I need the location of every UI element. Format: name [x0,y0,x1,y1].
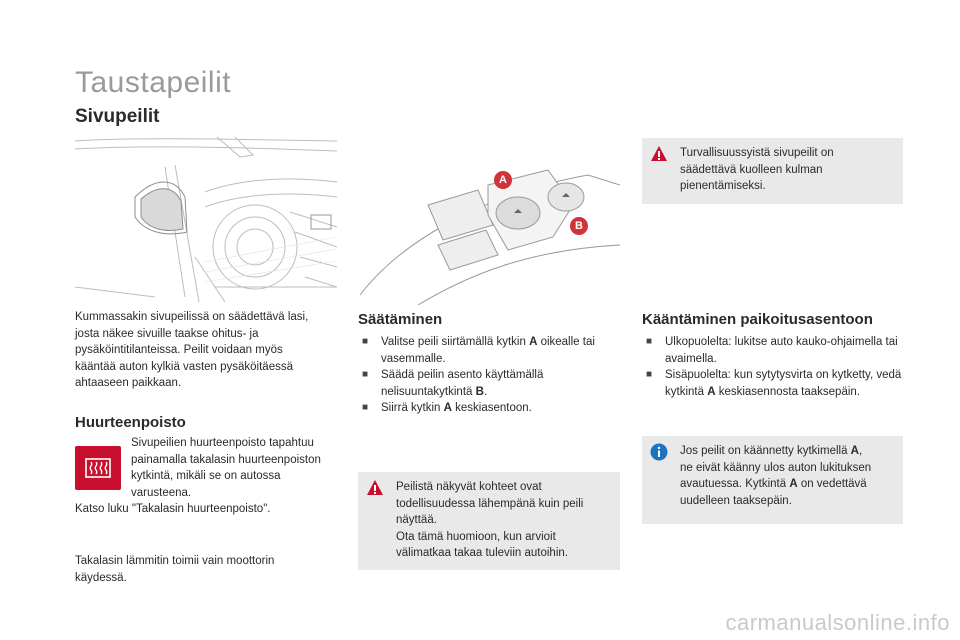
exclamation-icon [366,479,384,497]
label-b-text: B [575,220,583,232]
bullet-mark: ■ [362,369,369,380]
info-icon [650,443,668,461]
step-text: oikealle tai vasemmalle. [381,336,595,365]
switch-a-ref: A [443,402,452,414]
bullet-mark: ■ [362,402,369,413]
step-text: keskiasentoon. [451,402,532,414]
adjust-step [358,334,620,367]
section-title: Sivupeilit [75,106,160,127]
defrost-heading: Huurteenpoisto [75,414,186,431]
bullet-mark: ■ [646,336,653,347]
mirror-switch-illustration [358,155,620,305]
warning-line: Ota tämä huomioon, kun arvioit [396,530,556,543]
fold-info-text [680,443,893,509]
label-b-badge [570,217,588,235]
exclamation-icon [650,145,668,163]
defrost-line: kytkintä, mikäli se on autossa [131,470,281,482]
step-text: Ulkopuolelta: lukitse auto kauko-ohjaimella tai avaimella. [665,336,898,365]
warning-line: näyttää. [396,514,437,526]
adjust-heading: Säätäminen [358,311,443,328]
mirror-distance-warning-text [396,479,610,562]
defrost-note-line: Takalasin lämmitin toimii vain moottorin [75,555,275,567]
fold-info-box [642,436,903,524]
bullet-mark: ■ [646,369,653,380]
safety-line: Turvallisuussyistä sivupeilit on [680,147,834,159]
defrost-note-line: käydessä. [75,571,127,584]
dashboard-drawing [75,137,337,303]
mirror-distance-warning-box [358,472,620,570]
dashboard-illustration [75,137,337,303]
step-text: keskiasennosta taaksepäin. [715,385,860,398]
label-a-badge [494,171,512,189]
defrost-line: painamalla takalasin huurteenpoiston [131,453,321,466]
switch-a-ref: A [529,336,538,348]
label-a-text: A [499,174,507,186]
bullet-mark: ■ [362,336,369,347]
mirror-defrost-icon [75,446,121,490]
safety-line: pienentämiseksi. [680,180,766,192]
warning-line: Peilistä näkyvät kohteet ovat [396,481,542,493]
defrost-line: varusteena. [131,486,192,499]
page-title: Taustapeilit [75,66,232,99]
defrost-see-also: Katso luku "Takalasin huurteenpoisto". [75,503,271,515]
fold-step [642,334,904,367]
intro-paragraph: Kummassakin sivupeilissä on säädettävä lasi, josta näkee sivuille taakse ohitus- ja pysäköintitilanteissa. Peilit voidaan myös kääntää auton kylkiä vasten pysäköitäessä ahtaaseen paikkaan. [75,311,309,389]
step-text: . [483,385,488,398]
defrost-note [75,553,345,586]
safety-warning-text [680,145,893,195]
warning-line: välimatkaa takaa tuleviin autoihin. [396,547,568,559]
step-text: Säädä peilin asento käyttämällä nelisuuntakytkintä [381,369,544,398]
defrost-text [131,435,346,501]
defrost-symbol [75,446,121,490]
defrost-line: Sivupeilien huurteenpoisto tapahtuu [131,437,314,449]
safety-warning-box [642,138,903,204]
step-text: Siirrä kytkin [381,402,444,414]
step-text: Valitse peili siirtämällä kytkin [381,336,530,348]
adjust-step [358,400,620,417]
adjust-steps [358,334,620,417]
step-text: Sisäpuolelta: kun sytytysvirta on kytketty, vedä kytkintä [665,369,902,398]
info-line: uudelleen taaksepäin. [680,494,792,507]
adjust-step [358,367,620,400]
info-line: avautuessa. Kytkintä A on vedettävä [680,478,867,490]
fold-heading: Kääntäminen paikoitusasentoon [642,311,873,328]
watermark: carmanualsonline.info [725,610,950,635]
info-line: Jos peilit on käännetty kytkimellä A, [680,445,863,457]
fold-step [642,367,904,400]
fold-steps [642,334,904,400]
switch-b-ref: B [475,385,484,398]
warning-line: todellisuudessa lähempänä kuin peili [396,497,584,510]
safety-line: säädettävä kuolleen kulman [680,163,823,176]
switch-a-ref: A [707,385,716,398]
info-line: ne eivät käänny ulos auton lukituksen [680,461,872,474]
